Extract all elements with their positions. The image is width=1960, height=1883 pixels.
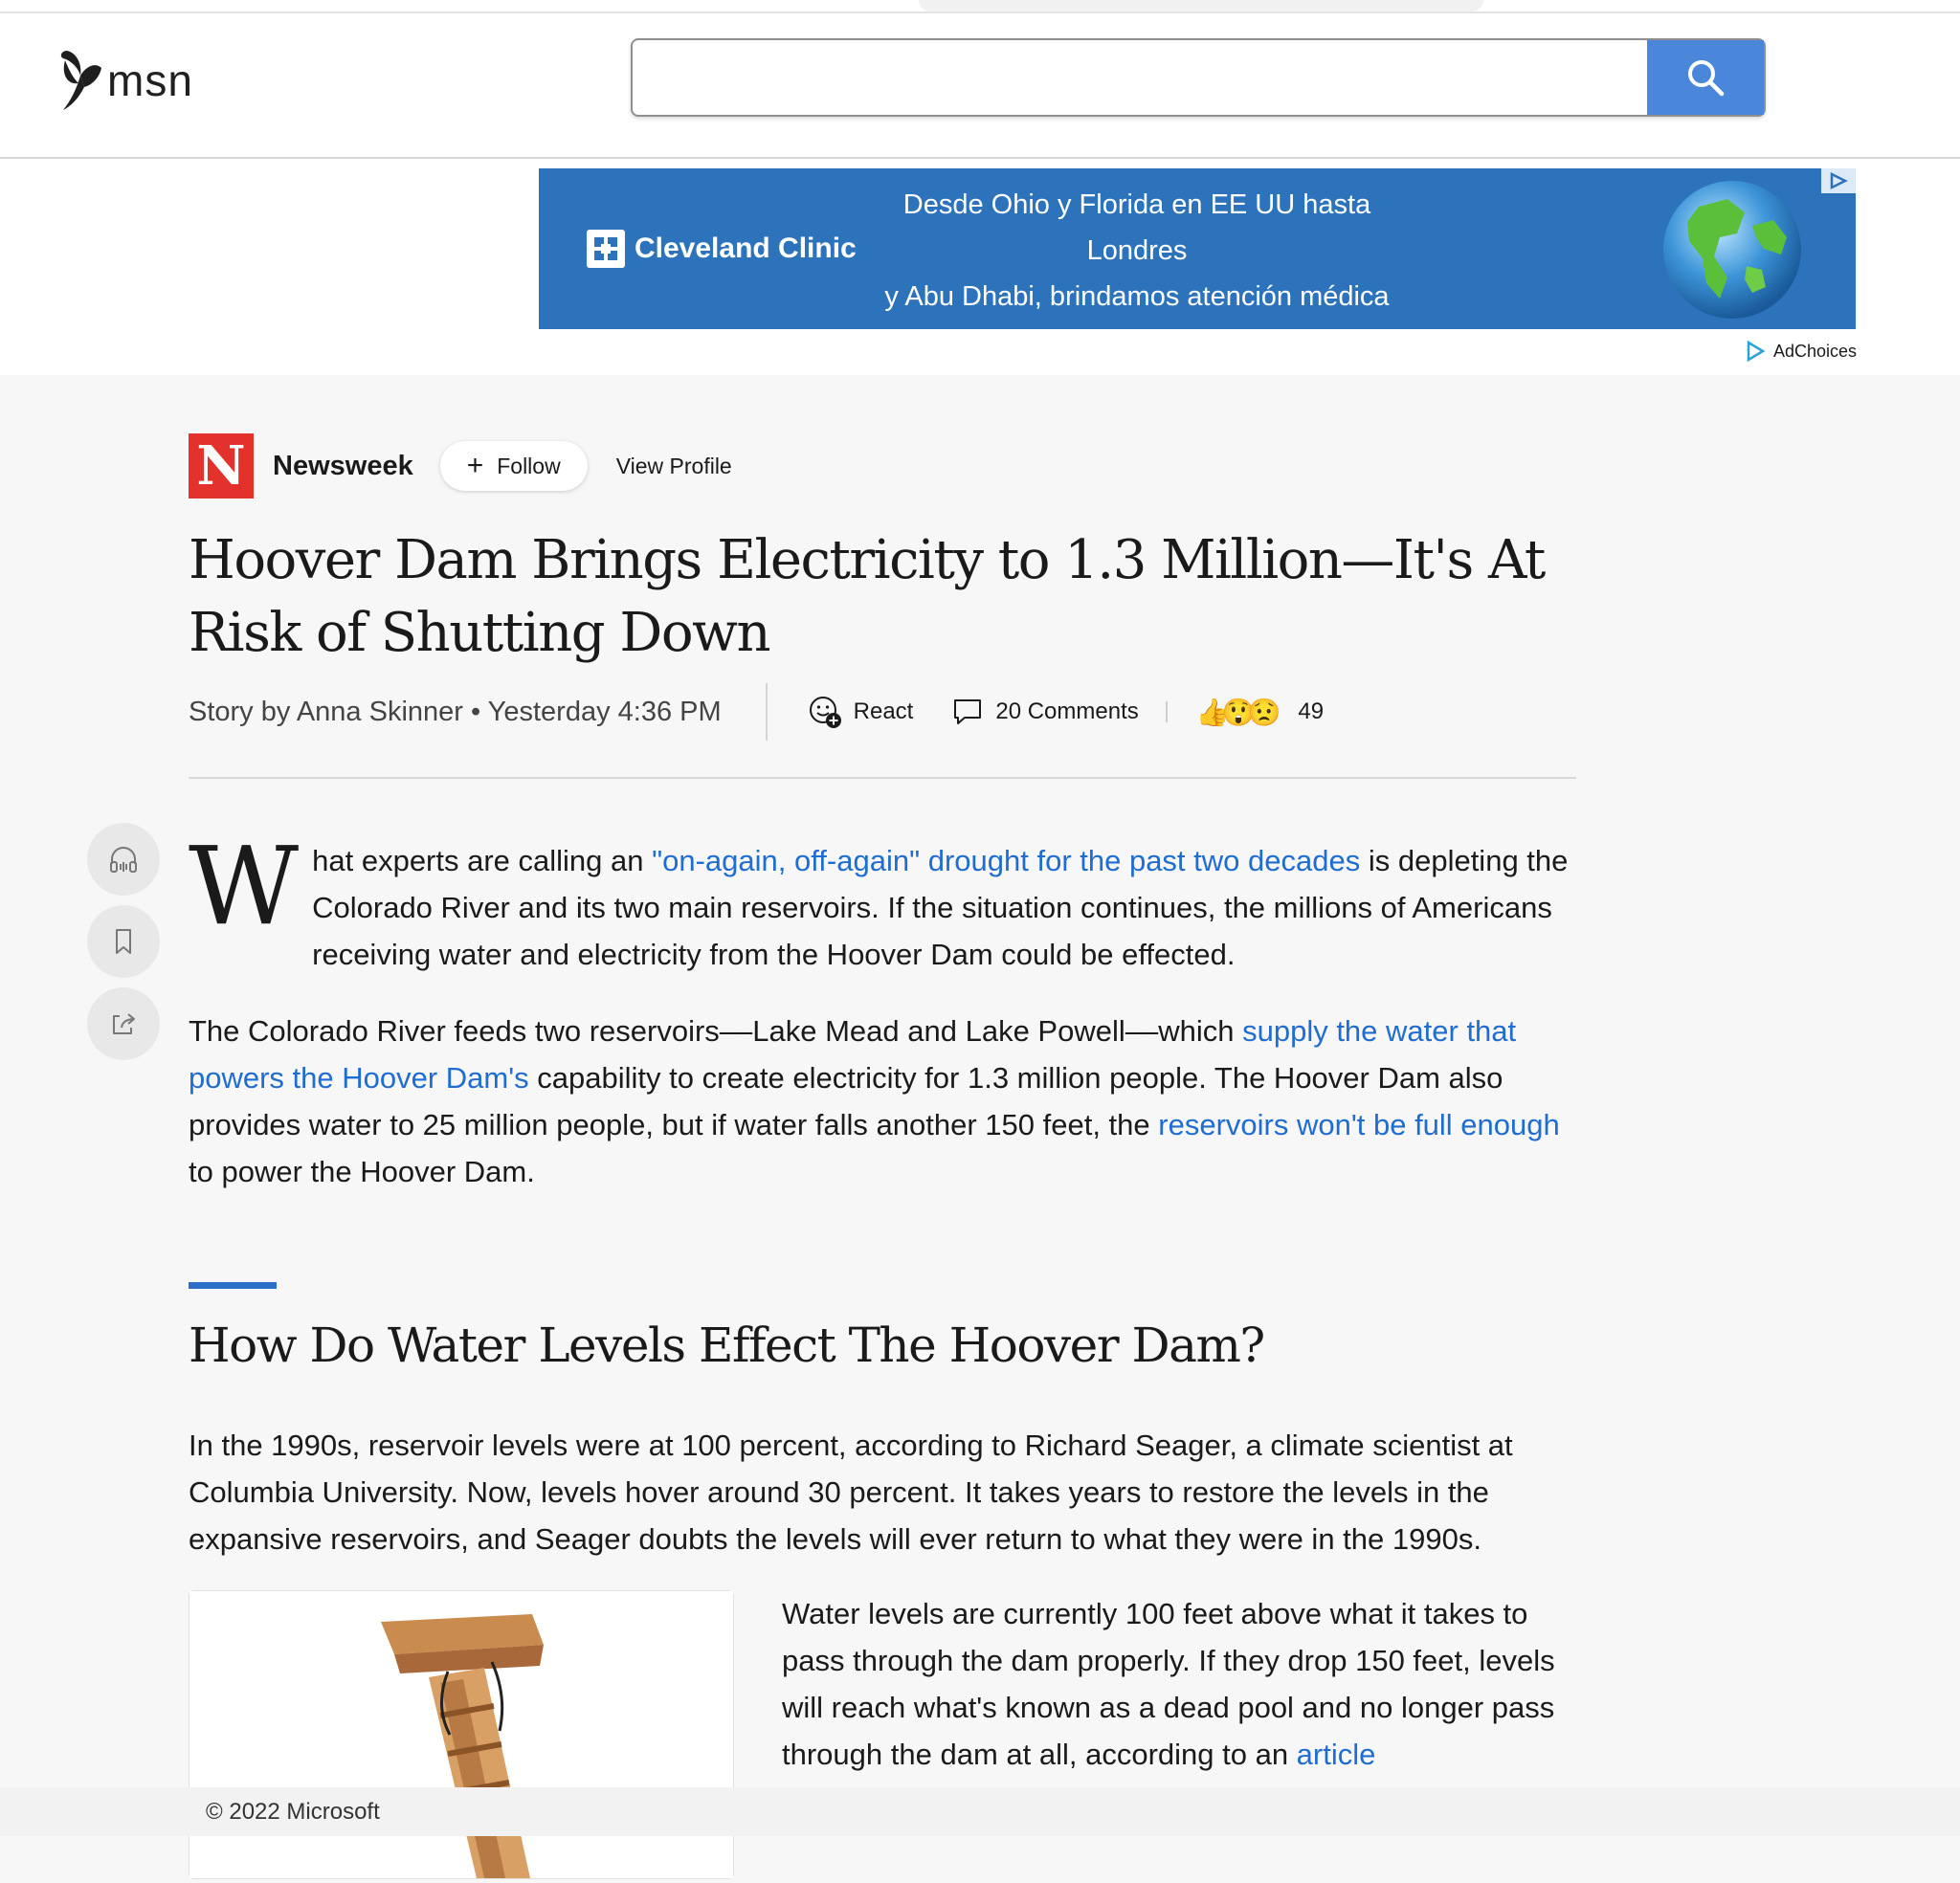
section-heading: How Do Water Levels Effect The Hoover Dam?: [189, 1318, 1264, 1373]
tab-hint: [919, 0, 1483, 11]
reaction-emojis[interactable]: [1195, 697, 1281, 728]
reaction-count: 49: [1298, 698, 1325, 724]
thumbs-up-emoji: 👍: [1195, 697, 1230, 727]
headphones-icon: [107, 843, 140, 875]
follow-button[interactable]: [440, 441, 588, 491]
search-input[interactable]: [633, 40, 1647, 115]
msn-butterfly-icon: [57, 47, 103, 114]
divider: [1166, 701, 1168, 722]
comment-icon: [951, 697, 984, 727]
footer: [0, 1787, 1960, 1836]
copyright: © 2022 Microsoft: [206, 1799, 380, 1825]
ad-area: [0, 159, 1960, 375]
article-paragraph: [189, 825, 1576, 978]
publisher-name[interactable]: Newsweek: [273, 450, 413, 481]
react-icon: [808, 695, 842, 729]
surprised-emoji: 😲: [1221, 697, 1256, 727]
ad-brand: [587, 230, 857, 268]
cleveland-clinic-logo-icon: [587, 230, 625, 268]
ad-copy-line: de categoría mundial en todo el mundo.: [892, 327, 1382, 358]
share-button[interactable]: [87, 987, 160, 1060]
search-icon: [1685, 57, 1726, 98]
ad-copy-line: y Abu Dhabi, brindamos atención médica: [884, 281, 1390, 312]
paragraph-text: to power the Hoover Dam.: [189, 1155, 535, 1188]
paragraph-text: Water levels are currently 100 feet above what it takes to pass through the dam properly. If they drop 150 feet, levels will reach what's known as a dead pool and no longer pass through the dam at all, according to an: [782, 1597, 1555, 1771]
adchoices-link[interactable]: [1745, 341, 1857, 362]
adchoices-icon: [1745, 341, 1766, 362]
plus-icon: +: [466, 450, 484, 481]
site-header: [0, 13, 1960, 159]
drought-link[interactable]: "on-again, off-again" drought for the past two decades: [652, 844, 1361, 877]
article-title: Hoover Dam Brings Electricity to 1.3 Million—It's At Risk of Shutting Down: [189, 529, 1545, 664]
comments-button[interactable]: [951, 697, 1138, 727]
bookmark-icon: [109, 926, 138, 957]
paragraph-text: hat experts are calling an: [312, 844, 653, 877]
globe-image: [1660, 178, 1804, 321]
article-paragraph: [782, 1590, 1586, 1778]
article-paragraph: In the 1990s, reservoir levels were at 100 percent, according to Richard Seager, a climate scientist at Columbia University. Now, levels hover around 30 percent. It takes years to restore the levels in the expansive reservoirs, and Seager doubts the levels will ever return to what they were in the 1990s.: [189, 1429, 1513, 1556]
follow-label: Follow: [497, 453, 561, 478]
search-box: [631, 38, 1766, 117]
paragraph-text: capability to create electricity for 1.3 million people. The Hoover Dam also provides water to 25 million people, but if water falls another 150 feet, the: [189, 1061, 1503, 1141]
sad-emoji: 😟: [1247, 697, 1281, 727]
adchoices-label: AdChoices: [1772, 341, 1857, 361]
browser-top-strip: [0, 0, 1960, 13]
divider: [189, 777, 1576, 779]
ad-copy: [864, 182, 1410, 366]
ad-brand-name: Cleveland Clinic: [635, 233, 857, 264]
newsweek-logo-letter: N: [196, 434, 246, 498]
comments-label: 20 Comments: [995, 698, 1139, 724]
search-button[interactable]: [1647, 40, 1764, 115]
react-button[interactable]: [808, 695, 914, 729]
ad-info-icon[interactable]: [1821, 168, 1856, 193]
save-button[interactable]: [87, 905, 160, 978]
newsweek-logo[interactable]: [189, 433, 254, 498]
article-link[interactable]: article: [1296, 1738, 1376, 1771]
article-paragraph: [189, 1008, 1576, 1195]
paragraph-text: is depleting the Colorado River and its two main reservoirs. If the situation continues, the millions of Americans receiving water and electricity from the Hoover Dam could be effected.: [312, 844, 1569, 971]
divider: [766, 683, 768, 741]
hoover-power-link[interactable]: supply the water that powers the Hoover Dam's: [189, 1014, 1517, 1095]
article-byline: Story by Anna Skinner • Yesterday 4:36 PM: [189, 696, 722, 727]
publisher-row: [189, 432, 732, 499]
share-icon: [108, 1008, 139, 1039]
paragraph-text: The Colorado River feeds two reservoirs––Lake Mead and Lake Powell––which: [189, 1014, 1243, 1048]
drop-cap: W: [189, 825, 300, 949]
byline-row: [189, 683, 1324, 741]
section-accent-bar: [189, 1282, 277, 1289]
react-label: React: [853, 698, 914, 724]
listen-button[interactable]: [87, 823, 160, 896]
view-profile-link[interactable]: View Profile: [615, 453, 732, 478]
msn-logo[interactable]: [57, 42, 193, 119]
msn-logo-text: msn: [107, 55, 193, 105]
ad-copy-line: Desde Ohio y Florida en EE UU hasta Londres: [902, 189, 1371, 266]
reservoirs-link[interactable]: reservoirs won't be full enough: [1158, 1108, 1560, 1141]
